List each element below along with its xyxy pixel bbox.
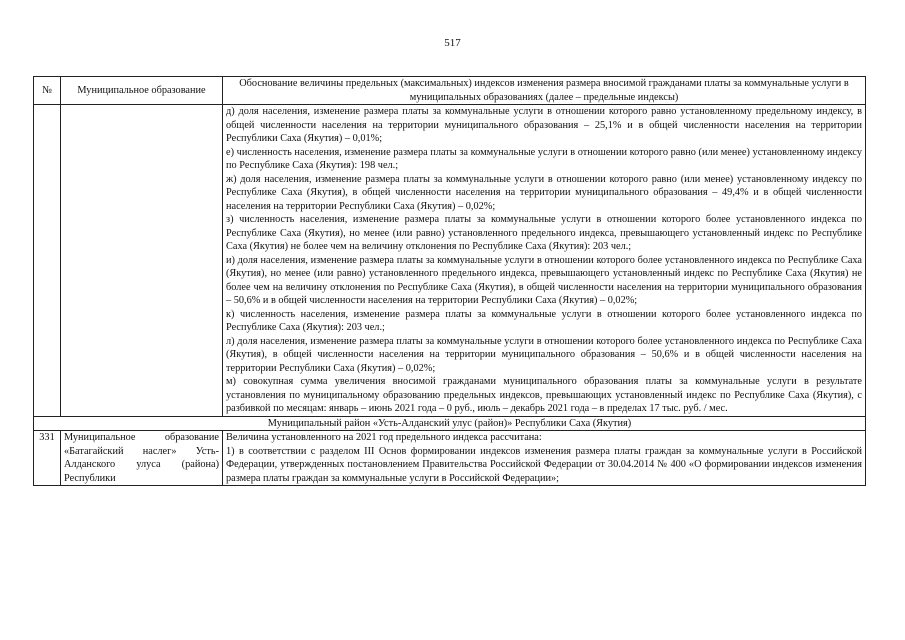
paragraph-e: е) численность населения, изменение размера платы за коммунальные услуги в отношении которого равно (или менее) установленному индексу по Республике Саха (Якутия): 198 чел.;: [226, 146, 862, 171]
header-number: №: [34, 77, 61, 105]
row-justification-cell: [223, 431, 866, 486]
row-municipality-cell: [61, 105, 223, 417]
paragraph-i: и) доля населения, изменение размера платы за коммунальные услуги в отношении которого более установленного индекса по Республике Саха (Якутия), но менее (или равно) установленного предельного индекса, превышающего установленный индекс по Республике Саха (Якутия) не более чем на величину отклонения по Республике Саха (Якутия), в общей численности населения на территории муниципального образования – 50,6% и в общей численности населения на территории Республики Саха (Якутия) – 0,02%;: [226, 254, 862, 306]
paragraph-zh: ж) доля населения, изменение размера платы за коммунальные услуги в отношении которого равно (или менее) установленному индексу по Республике Саха (Якутия), в общей численности населения на территории муниципального образования – 49,4% и в общей численности населения на территории Республики Саха (Якутия) – 0,02%;: [226, 173, 862, 212]
section-row: [34, 416, 866, 431]
table-row-continued: [34, 105, 866, 417]
paragraph-intro: Величина установленного на 2021 год предельного индекса рассчитана:: [226, 432, 542, 443]
justification-table: [33, 76, 866, 486]
paragraph-z: з) численность населения, изменение размера платы за коммунальные услуги в отношении которого более установленного индекса по Республике Саха (Якутия), но менее (или равно) установленного предельного индекса, превышающего установленный индекс по Республике Саха (Якутия) не более чем на величину отклонения по Республике Саха (Якутия): 203 чел.;: [226, 214, 862, 252]
header-municipality: Муниципальное образование: [61, 77, 223, 105]
paragraph-1: 1) в соответствии с разделом III Основ формировании индексов изменения размера платы граждан за коммунальные услуги в Российской Федерации, утвержденных постановлением Правительства Российской Федерации от 30.04.2014 № 400 «О формировании индексов изменения размера платы граждан за коммунальные услуги в Российской Федерации»;: [226, 445, 862, 484]
table-row-331: [34, 431, 866, 486]
paragraph-l: л) доля населения, изменение размера платы за коммунальные услуги в отношении которого более установленного индекса по Республике Саха (Якутия), в общей численности населения на территории муниципального образования – 50,6% и в общей численности населения на территории Республики Саха (Якутия) – 0,02%;: [226, 335, 862, 374]
header-justification: Обоснование величины предельных (максимальных) индексов изменения размера вносимой гражданами платы за коммунальные услуги в муниципальных образованиях (далее – предельные индексы): [223, 77, 866, 105]
section-title: Муниципальный район «Усть-Алданский улус (район)» Республики Саха (Якутия): [34, 416, 866, 431]
row-number-cell: [34, 105, 61, 417]
row-number-cell: 331: [34, 431, 61, 486]
paragraph-k: к) численность населения, изменение размера платы за коммунальные услуги в отношении которого более установленного индекса по Республике Саха (Якутия): 203 чел.;: [226, 308, 862, 333]
row-justification-cell: [223, 105, 866, 417]
table-header-row: [34, 77, 866, 105]
municipality-name: Муниципальное образование «Батагайский наслег» Усть-Алданского улуса (района) Республики: [64, 432, 219, 484]
paragraph-d: д) доля населения, изменение размера платы за коммунальные услуги в отношении которого равно установленному предельному индексу, в общей численности населения на территории муниципального образования – 25,1% и в общей численности населения на территории Республики Саха (Якутия) – 0,01%;: [226, 106, 862, 144]
paragraph-m: м) совокупная сумма увеличения вносимой гражданами муниципального образования платы за коммунальные услуги в результате установления по муниципальному образованию предельных индексов, превышающих установленный индекс по Республике Саха (Якутия), с разбивкой по месяцам: январь – июнь 2021 года – 0 руб., июль – декабрь 2021 года – в пределах 17 тыс. руб. / мес.: [226, 376, 862, 414]
row-municipality-cell: [61, 431, 223, 486]
page-number: 517: [444, 37, 461, 49]
